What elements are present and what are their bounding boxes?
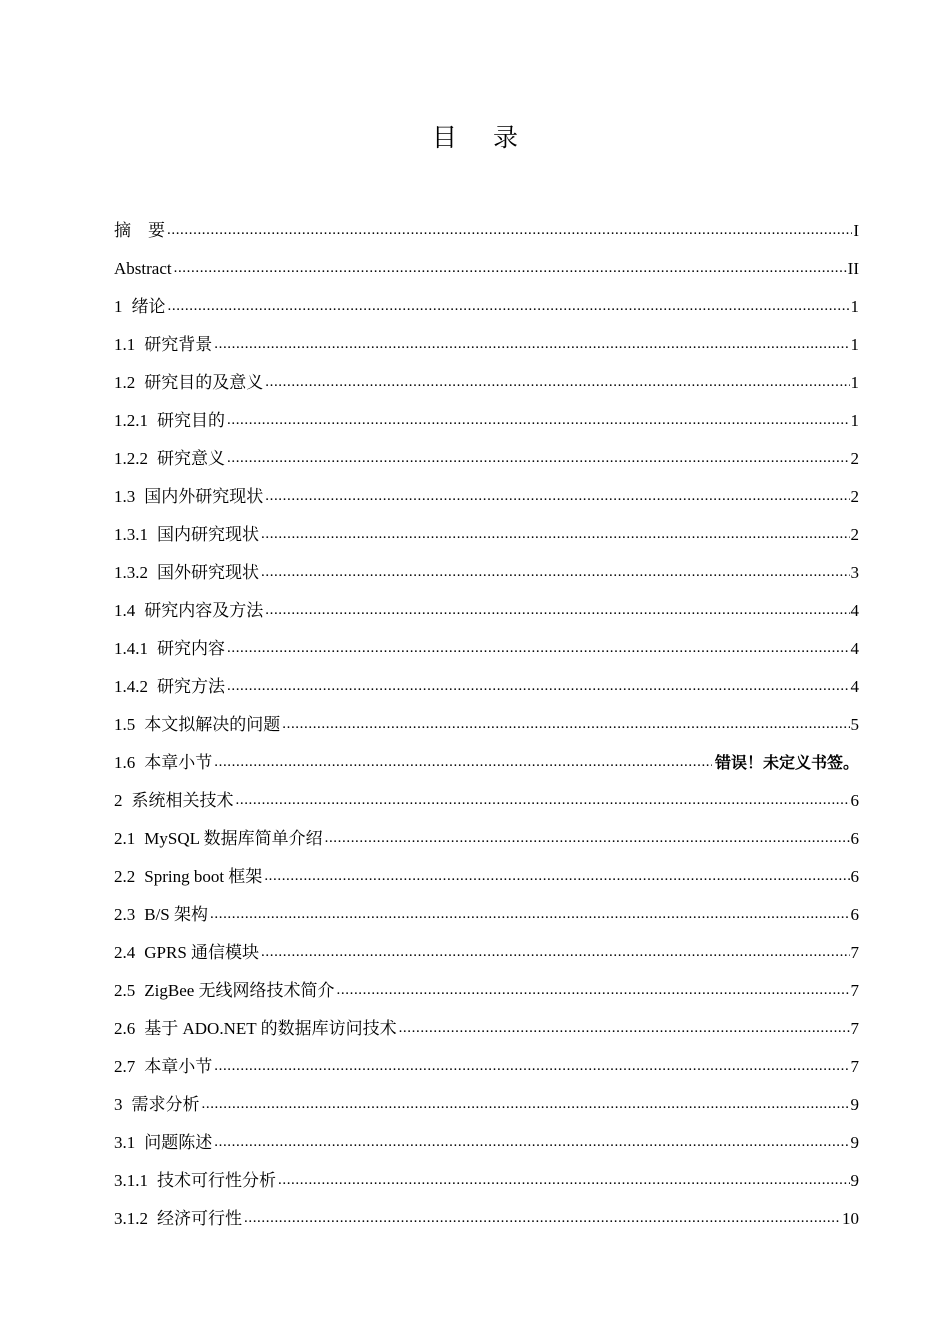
toc-entry[interactable] [114,849,859,887]
toc-entry-text: 绪论 [131,297,166,316]
toc-entry-label [114,1095,202,1115]
toc-entry-text: 问题陈述 [144,1133,213,1152]
dot-leader [236,791,850,811]
dot-leader [399,1019,850,1039]
toc-entry-text: 基于 ADO.NET 的数据库访问技术 [144,1019,397,1038]
toc-entry-number: 3.1.1 [114,1171,148,1190]
toc-entry-number: 1.2.1 [114,411,148,430]
toc-page-number: 6 [850,829,859,848]
toc-entry-text: 本章小节 [144,753,213,772]
toc-page-number: 2 [850,525,859,544]
toc-entry-number: 1.4.2 [114,677,148,696]
dot-leader [210,905,849,925]
toc-entry-number: 1 [114,297,123,316]
dot-leader [265,373,849,393]
toc-entry[interactable] [114,545,859,583]
toc-entry-label [114,677,227,697]
toc-page-error: 错误！未定义书签。 [714,753,859,772]
toc-entry[interactable] [114,963,859,1001]
dot-leader [227,677,850,697]
toc-entry-number: 2.3 [114,905,136,924]
toc-entry-label [114,981,337,1001]
dot-leader [265,487,849,507]
toc-entry-number: 3.1.2 [114,1209,148,1228]
toc-entry[interactable] [114,203,859,241]
toc-page-number: 4 [850,639,859,658]
toc-entry-label [114,791,236,811]
toc-page-number: 7 [850,1057,859,1076]
toc-page-number: 9 [850,1095,859,1114]
toc-entry-number: 2.1 [114,829,136,848]
toc-entry-text: 国内研究现状 [157,525,259,544]
dot-leader [261,563,850,583]
toc-entry-label [114,905,210,925]
dot-leader [214,335,849,355]
toc-entry-label [114,715,282,735]
dot-leader [227,449,850,469]
toc-page-number: 1 [850,297,859,316]
toc-entry-text: Spring boot 框架 [144,867,263,886]
toc-entry-text: MySQL 数据库简单介绍 [144,829,323,848]
toc-page-number: 4 [850,601,859,620]
dot-leader [265,601,849,621]
dot-leader [282,715,849,735]
toc-entry[interactable] [114,241,859,279]
toc-entry-text: GPRS 通信模块 [144,943,260,962]
toc-entry-label [114,525,261,545]
toc-entry-text: B/S 架构 [144,905,209,924]
dot-leader [337,981,850,1001]
toc-entry[interactable] [114,317,859,355]
toc-entry-text: 研究内容 [157,639,225,658]
toc-page-number: 9 [850,1171,859,1190]
toc-entry-text: 国外研究现状 [157,563,259,582]
toc-entry-label [114,1057,214,1077]
toc-entry-number: 1.3 [114,487,136,506]
toc-entry-text: 国内外研究现状 [144,487,264,506]
dot-leader [227,639,850,659]
toc-page-number: 7 [850,1019,859,1038]
toc-entry-text: Abstract [114,259,172,278]
toc-entry-label [114,411,227,431]
toc-page-number: 2 [850,449,859,468]
dot-leader [244,1209,841,1229]
dot-leader [261,943,849,963]
toc-entry-text: 经济可行性 [157,1209,242,1228]
toc-entry-label [114,487,265,507]
toc-entry[interactable] [114,1191,859,1229]
toc-entry-label [114,829,325,849]
toc-page-number: 3 [850,563,859,582]
toc-entry-number: 1.1 [114,335,136,354]
toc-page-number: 9 [850,1133,859,1152]
toc-entry[interactable] [114,507,859,545]
toc-entry[interactable] [114,469,859,507]
toc-entry-label [114,221,167,241]
toc-page-number: 7 [850,981,859,1000]
toc-entry-number: 2.2 [114,867,136,886]
toc-entry-label [114,297,168,317]
toc-entry-number: 2.7 [114,1057,136,1076]
toc-page-number: 6 [850,791,859,810]
toc-entry[interactable] [114,1039,859,1077]
toc-entry-number: 2.4 [114,943,136,962]
toc-entry-number: 2.5 [114,981,136,1000]
toc-entry-number: 3.1 [114,1133,136,1152]
page-title [0,118,950,154]
toc-page-number: I [853,221,859,240]
toc-entry-text: 技术可行性分析 [157,1171,276,1190]
toc-entry-label [114,753,214,773]
toc-page-number: 10 [842,1209,859,1228]
toc-entry[interactable] [114,393,859,431]
table-of-contents [114,203,859,1229]
toc-entry-text: 系统相关技术 [131,791,234,810]
toc-entry[interactable] [114,811,859,849]
toc-page-number: 6 [850,905,859,924]
toc-entry-number: 2 [114,791,123,810]
toc-entry-text: 本章小节 [144,1057,213,1076]
toc-entry-text: 研究目的及意义 [144,373,264,392]
toc-entry-text: 研究方法 [157,677,225,696]
toc-entry-label [114,259,174,279]
toc-entry[interactable] [114,1153,859,1191]
toc-entry-text: 本文拟解决的问题 [144,715,281,734]
toc-entry[interactable] [114,279,859,317]
dot-leader [168,297,850,317]
toc-entry-label [114,449,227,469]
toc-page-number: 2 [850,487,859,506]
toc-entry[interactable] [114,1077,859,1115]
toc-entry-label [114,335,214,355]
toc-page-number: 6 [850,867,859,886]
title-char-2: 录 [493,123,519,152]
toc-page-number: 5 [850,715,859,734]
toc-entry-text: 研究意义 [157,449,225,468]
toc-entry[interactable] [114,659,859,697]
toc-entry-number: 1.4 [114,601,136,620]
dot-leader [227,411,850,431]
toc-page-number: 7 [850,943,859,962]
toc-entry-number: 2.6 [114,1019,136,1038]
toc-entry[interactable] [114,583,859,621]
toc-entry[interactable] [114,735,859,773]
toc-entry-number: 1.6 [114,753,136,772]
toc-entry-label [114,373,265,393]
dot-leader [325,829,850,849]
toc-entry[interactable] [114,773,859,811]
toc-entry[interactable] [114,431,859,469]
toc-entry-number: 1.3.2 [114,563,148,582]
toc-entry-text: 需求分析 [131,1095,200,1114]
dot-leader [214,1057,849,1077]
toc-page-number: 1 [850,411,859,430]
toc-page-number: 4 [850,677,859,696]
toc-page-number: II [847,259,859,278]
toc-page-number: 1 [850,335,859,354]
dot-leader [214,1133,849,1153]
toc-entry-text: 研究目的 [157,411,225,430]
toc-entry-number: 1.2.2 [114,449,148,468]
toc-entry-text: 研究内容及方法 [144,601,264,620]
toc-entry-text: 研究背景 [144,335,213,354]
toc-entry-label [114,943,261,963]
toc-entry-number: 1.3.1 [114,525,148,544]
toc-entry[interactable] [114,697,859,735]
toc-entry-label [114,563,261,583]
toc-entry[interactable] [114,1115,859,1153]
toc-entry-label [114,639,227,659]
toc-entry-text: 摘 要 [114,221,165,240]
toc-entry-number: 3 [114,1095,123,1114]
toc-page-number: 1 [850,373,859,392]
toc-entry-number: 1.4.1 [114,639,148,658]
toc-entry-number: 1.5 [114,715,136,734]
toc-entry[interactable] [114,887,859,925]
title-char-1: 目 [431,123,457,152]
dot-leader [214,753,712,773]
toc-entry[interactable] [114,1001,859,1039]
toc-entry-label [114,1171,278,1191]
dot-leader [278,1171,850,1191]
toc-entry-label [114,867,264,887]
dot-leader [167,221,852,241]
toc-entry[interactable] [114,621,859,659]
dot-leader [202,1095,850,1115]
dot-leader [174,259,847,279]
toc-entry-label [114,1133,214,1153]
toc-entry[interactable] [114,925,859,963]
dot-leader [261,525,850,545]
toc-entry-label [114,601,265,621]
toc-entry[interactable] [114,355,859,393]
dot-leader [264,867,849,887]
toc-entry-label [114,1209,244,1229]
toc-entry-number: 1.2 [114,373,136,392]
toc-entry-text: ZigBee 无线网络技术简介 [144,981,335,1000]
toc-entry-label [114,1019,399,1039]
